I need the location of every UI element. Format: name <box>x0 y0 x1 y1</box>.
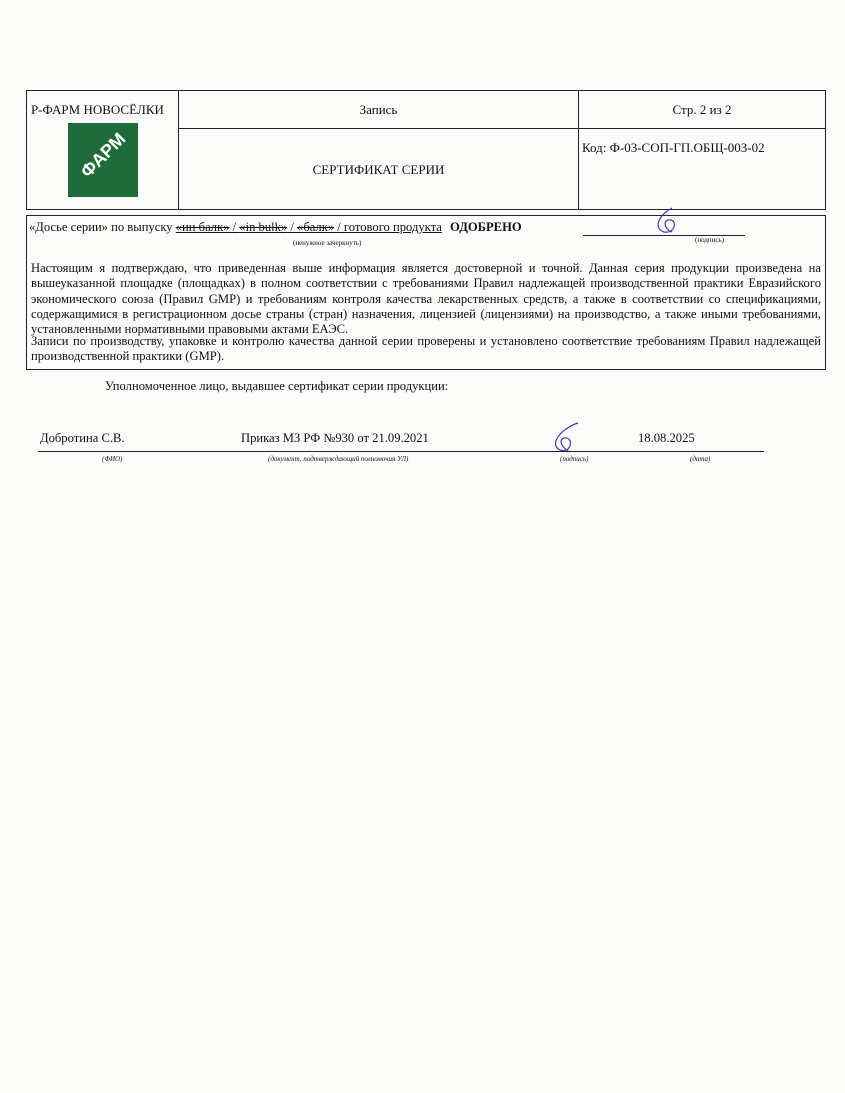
company-logo <box>68 123 138 197</box>
authority-document: Приказ МЗ РФ №930 от 21.09.2021 <box>241 431 429 445</box>
confirmation-paragraph: Настоящим я подтверждаю, что приведенная выше информация является достоверной и точной. Данная серия продукции произведена на вышеуказанной площадке (площадках) в полном соответствии с требованиями Правил надлежащей производственной практики Евразийского экономического союза (Правил GMP) и требованиям контроля качества лекарственных средств, а также в соответствии со спецификациями, содержащимися в регистрационном досье страны (стран) назначения, лицензией (лицензиями) на производство, а также иными требованиями, установленными нормативными правовыми актами ЕАЭС. <box>31 261 821 337</box>
separator: / <box>229 220 240 234</box>
approval-status: ОДОБРЕНО <box>450 220 522 234</box>
approval-box <box>26 215 826 370</box>
logo-text: ФАРМ <box>76 128 130 182</box>
label-name: (ФИО) <box>102 455 123 463</box>
company-cell <box>27 91 179 209</box>
title-cell <box>179 129 579 209</box>
signoff-date: 18.08.2025 <box>638 431 695 445</box>
signoff-line <box>38 451 764 452</box>
option-in-bulk: «in bulk» <box>239 220 288 234</box>
signature-icon <box>642 206 692 238</box>
qp-name: Добротина С.В. <box>40 431 125 445</box>
approval-prefix: «Досье серии» по выпуску <box>29 220 173 234</box>
document-title: СЕРТИФИКАТ СЕРИИ <box>312 162 445 177</box>
signature-note: (подпись) <box>695 236 725 244</box>
company-name: Р-ФАРМ НОВОСЁЛКИ <box>31 102 164 117</box>
record-label: Запись <box>359 102 398 117</box>
option-in-balk: «ин балк» <box>175 220 230 234</box>
approval-suffix: / готового продукта <box>337 220 442 234</box>
page-number: Стр. 2 из 2 <box>672 102 732 117</box>
label-signature: (подпись) <box>560 455 589 463</box>
record-cell <box>179 91 579 129</box>
option-balk: «балк» <box>297 220 335 234</box>
approval-line <box>29 220 522 235</box>
code-cell <box>579 129 825 209</box>
document-code: Код: Ф-03-СОП-ГП.ОБЩ-003-02 <box>582 140 765 155</box>
separator: / <box>287 220 298 234</box>
signoff-heading: Уполномоченное лицо, выдавшее сертификат серии продукции: <box>105 379 449 393</box>
label-document: (документ, подтверждающий полномочия УЛ) <box>268 455 409 463</box>
label-date: (дата) <box>690 455 711 463</box>
header-table <box>26 90 826 210</box>
records-paragraph: Записи по производству, упаковке и контролю качества данной серии проверены и установлено соответствие требованиям Правил надлежащей производственной практики (GMP). <box>31 334 821 364</box>
page-cell <box>579 91 825 129</box>
strike-note: (ненужное зачеркнуть) <box>293 239 362 247</box>
